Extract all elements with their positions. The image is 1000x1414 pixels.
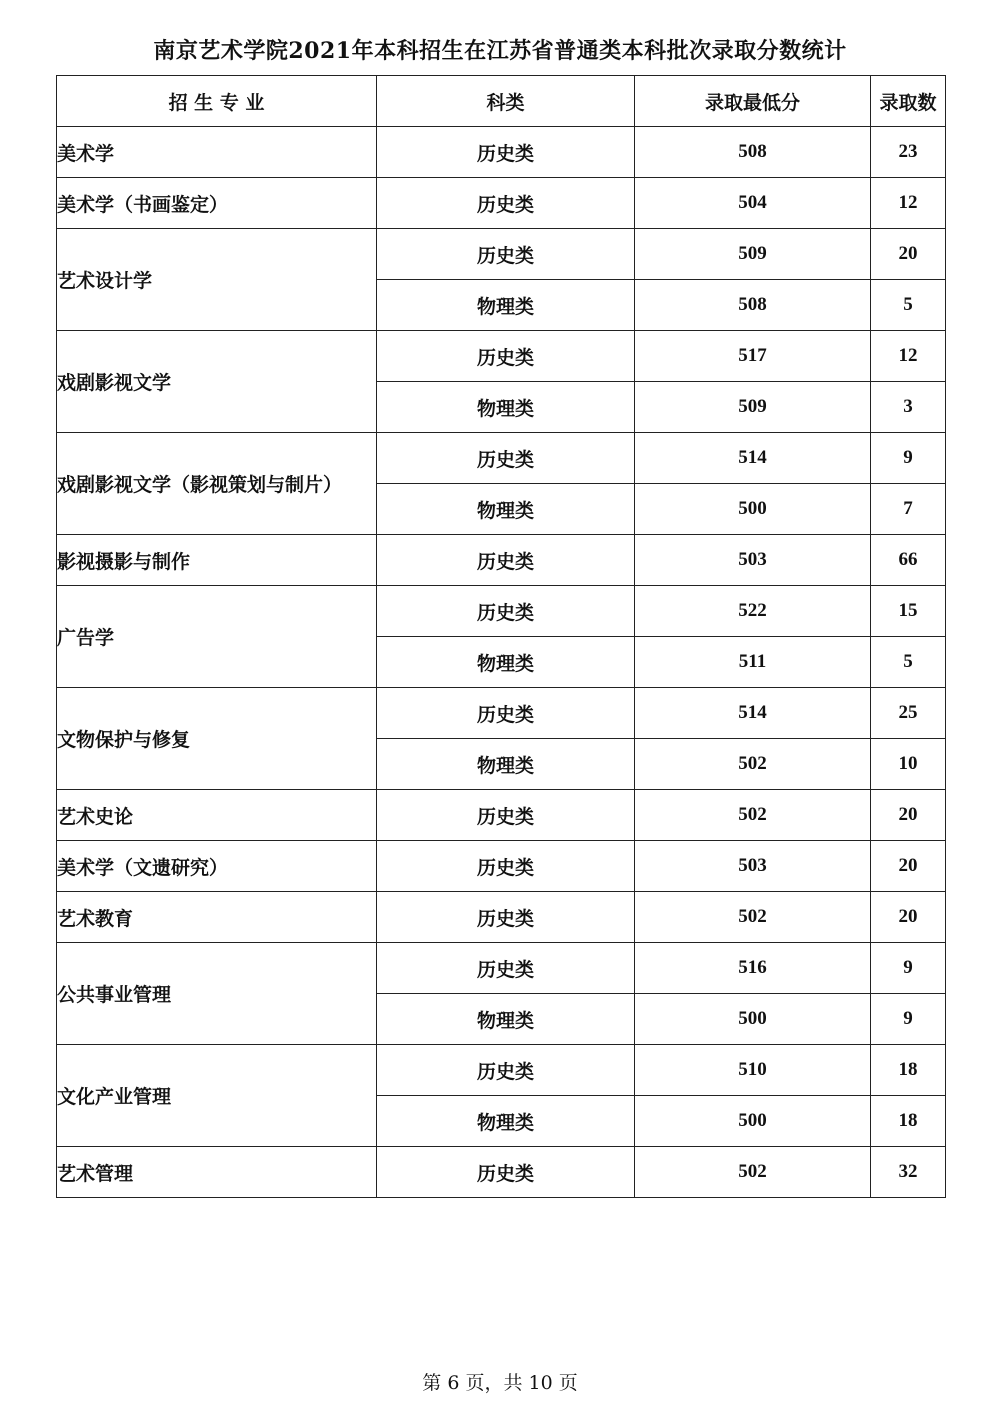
count-cell: 23: [871, 127, 946, 178]
major-cell: 艺术管理: [57, 1147, 377, 1198]
subject-cell: 物理类: [377, 637, 635, 688]
min-score-cell: 500: [635, 1096, 871, 1147]
min-score-cell: 502: [635, 739, 871, 790]
count-cell: 12: [871, 178, 946, 229]
header-subject: 科类: [377, 76, 635, 127]
count-cell: 12: [871, 331, 946, 382]
table-row: [57, 586, 946, 637]
min-score-cell: 517: [635, 331, 871, 382]
table-row: [57, 790, 946, 841]
admission-score-table: [56, 75, 946, 1198]
subject-cell: 历史类: [377, 943, 635, 994]
count-cell: 32: [871, 1147, 946, 1198]
major-cell: 戏剧影视文学（影视策划与制片）: [57, 433, 377, 535]
table-row: [57, 331, 946, 382]
subject-cell: 历史类: [377, 229, 635, 280]
table-row: [57, 433, 946, 484]
subject-cell: 历史类: [377, 178, 635, 229]
min-score-cell: 503: [635, 535, 871, 586]
table-row: [57, 892, 946, 943]
table-row: [57, 1045, 946, 1096]
count-cell: 66: [871, 535, 946, 586]
major-cell: 公共事业管理: [57, 943, 377, 1045]
page-title: 南京艺术学院2021年本科招生在江苏省普通类本科批次录取分数统计: [153, 38, 847, 64]
count-cell: 5: [871, 280, 946, 331]
major-cell: 戏剧影视文学: [57, 331, 377, 433]
subject-cell: 历史类: [377, 790, 635, 841]
min-score-cell: 509: [635, 229, 871, 280]
subject-cell: 历史类: [377, 127, 635, 178]
major-cell: 美术学（书画鉴定）: [57, 178, 377, 229]
table-row: [57, 1147, 946, 1198]
min-score-cell: 500: [635, 484, 871, 535]
table-header-row: [57, 76, 946, 127]
major-cell: 艺术教育: [57, 892, 377, 943]
count-cell: 20: [871, 790, 946, 841]
subject-cell: 历史类: [377, 1147, 635, 1198]
count-cell: 18: [871, 1045, 946, 1096]
major-cell: 艺术史论: [57, 790, 377, 841]
table-row: [57, 943, 946, 994]
subject-cell: 历史类: [377, 1045, 635, 1096]
count-cell: 20: [871, 841, 946, 892]
major-cell: 艺术设计学: [57, 229, 377, 331]
subject-cell: 历史类: [377, 892, 635, 943]
header-min-score: 录取最低分: [635, 76, 871, 127]
table-body: [57, 127, 946, 1198]
subject-cell: 历史类: [377, 688, 635, 739]
min-score-cell: 509: [635, 382, 871, 433]
subject-cell: 历史类: [377, 331, 635, 382]
table-row: [57, 535, 946, 586]
subject-cell: 历史类: [377, 433, 635, 484]
count-cell: 5: [871, 637, 946, 688]
table-row: [57, 178, 946, 229]
count-cell: 10: [871, 739, 946, 790]
min-score-cell: 516: [635, 943, 871, 994]
subject-cell: 历史类: [377, 535, 635, 586]
count-cell: 20: [871, 229, 946, 280]
subject-cell: 物理类: [377, 1096, 635, 1147]
min-score-cell: 511: [635, 637, 871, 688]
major-cell: 广告学: [57, 586, 377, 688]
min-score-cell: 500: [635, 994, 871, 1045]
min-score-cell: 502: [635, 892, 871, 943]
count-cell: 7: [871, 484, 946, 535]
subject-cell: 物理类: [377, 280, 635, 331]
subject-cell: 历史类: [377, 841, 635, 892]
header-count: 录取数: [871, 76, 946, 127]
count-cell: 20: [871, 892, 946, 943]
major-cell: 文物保护与修复: [57, 688, 377, 790]
major-cell: 文化产业管理: [57, 1045, 377, 1147]
min-score-cell: 508: [635, 127, 871, 178]
min-score-cell: 508: [635, 280, 871, 331]
min-score-cell: 514: [635, 688, 871, 739]
subject-cell: 历史类: [377, 586, 635, 637]
count-cell: 18: [871, 1096, 946, 1147]
subject-cell: 物理类: [377, 382, 635, 433]
subject-cell: 物理类: [377, 994, 635, 1045]
min-score-cell: 503: [635, 841, 871, 892]
major-cell: 美术学: [57, 127, 377, 178]
min-score-cell: 504: [635, 178, 871, 229]
count-cell: 9: [871, 994, 946, 1045]
min-score-cell: 502: [635, 790, 871, 841]
major-cell: 美术学（文遗研究）: [57, 841, 377, 892]
count-cell: 25: [871, 688, 946, 739]
min-score-cell: 510: [635, 1045, 871, 1096]
header-major: 招 生 专 业: [57, 76, 377, 127]
table-row: [57, 127, 946, 178]
subject-cell: 物理类: [377, 484, 635, 535]
table-row: [57, 688, 946, 739]
min-score-cell: 522: [635, 586, 871, 637]
major-cell: 影视摄影与制作: [57, 535, 377, 586]
count-cell: 9: [871, 943, 946, 994]
min-score-cell: 514: [635, 433, 871, 484]
table-row: [57, 229, 946, 280]
page-number: 第 6 页，共 10 页: [422, 1372, 578, 1394]
count-cell: 15: [871, 586, 946, 637]
count-cell: 3: [871, 382, 946, 433]
subject-cell: 物理类: [377, 739, 635, 790]
count-cell: 9: [871, 433, 946, 484]
table-row: [57, 841, 946, 892]
min-score-cell: 502: [635, 1147, 871, 1198]
